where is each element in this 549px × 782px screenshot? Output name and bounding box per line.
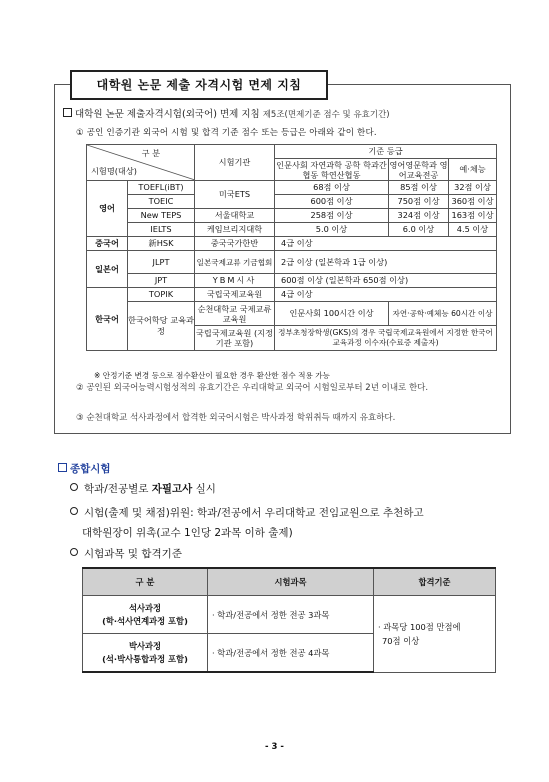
test-toeic: TOEIC	[128, 195, 195, 209]
test-jpt: JPT	[128, 274, 195, 288]
exam-row-masters: 석사과정 (학·석사연계과정 포함)	[83, 596, 208, 634]
toefl-eng: 85점 이상	[389, 181, 449, 195]
corner-top: 구 분	[141, 148, 160, 158]
topik-val: 4급 이상	[275, 288, 497, 302]
col-org: 시험기관	[195, 145, 275, 181]
teps-art: 163점 이상	[449, 209, 497, 223]
exam-col-category: 구 분	[83, 568, 208, 596]
col-art: 예·체능	[449, 159, 497, 181]
hsk-val: 4급 이상	[275, 237, 497, 251]
lang-chinese: 중국어	[87, 237, 128, 251]
org-hanban: 중국국가한반	[195, 237, 275, 251]
exam-col-subject: 시험과목	[208, 568, 374, 596]
course2-val: 정부초청장학생(GKS)의 경우 국립국제교육원에서 지정한 한국어 교육과정 이수자(수료증 제출자)	[275, 326, 497, 351]
exam-table	[82, 567, 496, 673]
note: ※ 안정기준 변경 등으로 점수환산이 필요한 경우 환산한 점수 적용 가능	[94, 371, 330, 380]
exam-doctoral-subject: · 학과/전공에서 정한 전공 4과목	[208, 634, 374, 673]
bullet-1: 학과/전공별로 자필고사 실시	[70, 481, 216, 496]
exam-col-criteria: 합격기준	[374, 568, 496, 596]
lang-korean: 한국어	[87, 288, 128, 351]
circle-bullet-icon	[70, 483, 78, 491]
course1-val2: 자연·공학·예체능 60시간 이상	[389, 302, 497, 326]
test-toefl: TOEFL(iBT)	[128, 181, 195, 195]
toeic-eng: 750점 이상	[389, 195, 449, 209]
corner-bottom: 시험명(대상)	[91, 166, 137, 176]
circle-bullet-icon	[70, 548, 78, 556]
org-jf: 일본국제교류 기금협회	[195, 251, 275, 274]
toefl-art: 32점 이상	[449, 181, 497, 195]
jlpt-val: 2급 이상 (일본학과 1급 이상)	[275, 251, 497, 274]
teps-hum: 258점 이상	[275, 209, 389, 223]
square-bullet-icon	[63, 108, 72, 117]
col-standard: 기준 등급	[275, 145, 497, 159]
org-niied: 국립국제교육원	[195, 288, 275, 302]
heading-ref: 제5조(면제기준 점수 및 유효기간)	[262, 110, 390, 120]
exam-masters-subject: · 학과/전공에서 정한 전공 3과목	[208, 596, 374, 634]
bullet-3: 시험과목 및 합격기준	[70, 546, 182, 561]
test-topik: TOPIK	[128, 288, 195, 302]
org-cambridge: 케임브리지대학	[195, 223, 275, 237]
org-snu: 서울대학교	[195, 209, 275, 223]
ielts-eng: 6.0 이상	[389, 223, 449, 237]
test-hsk: 新HSK	[128, 237, 195, 251]
org-ets: 미국ETS	[195, 181, 275, 209]
exemption-heading: 대학원 논문 제출자격시험(외국어) 면제 지침 제5조(면제기준 점수 및 유효기간)	[63, 106, 390, 120]
toefl-hum: 68점 이상	[275, 181, 389, 195]
item-3: ③ 순천대학교 석사과정에서 합격한 외국어시험은 박사과정 학위취득 때까지 유효하다.	[76, 413, 396, 423]
language-score-table	[86, 144, 497, 351]
course1-org: 순천대학교 국제교류교육원	[195, 302, 275, 326]
test-ielts: IELTS	[128, 223, 195, 237]
lang-japanese: 일본어	[87, 251, 128, 288]
toeic-art: 360점 이상	[449, 195, 497, 209]
item-1: ① 공인 인증기관 외국어 시험 및 합격 기준 점수 또는 등급은 아래와 같이 한다.	[76, 128, 377, 138]
circle-bullet-icon	[70, 507, 78, 515]
teps-eng: 324점 이상	[389, 209, 449, 223]
test-jlpt: JLPT	[128, 251, 195, 274]
exam-criteria: · 과목당 100점 만점에 70점 이상	[374, 596, 496, 673]
ielts-art: 4.5 이상	[449, 223, 497, 237]
item-2: ② 공인된 외국어능력시험성적의 유효기간은 우리대학교 외국어 시험일로부터 2년 이내로 한다.	[76, 383, 429, 393]
course2-org: 국립국제교육원 (지정기관 포함)	[195, 326, 275, 351]
bullet-2-line-2: 대학원장이 위촉(교수 1인당 2과목 이하 출제)	[82, 527, 293, 539]
page-number: - 3 -	[265, 742, 284, 752]
test-teps: New TEPS	[128, 209, 195, 223]
square-bullet-icon	[58, 463, 67, 472]
test-course: 한국어학당 교육과정	[128, 302, 195, 351]
bullet-2: 시험(출제 및 채점)위원: 학과/전공에서 우리대학교 전임교원으로 추천하고	[70, 505, 424, 520]
exam-row-doctoral: 박사과정 (석·박사통합과정 포함)	[83, 634, 208, 673]
lang-english: 영어	[87, 181, 128, 237]
comprehensive-exam-heading: 종합시험	[58, 461, 111, 476]
ielts-hum: 5.0 이상	[275, 223, 389, 237]
jpt-val: 600점 이상 (일본학과 650점 이상)	[275, 274, 497, 288]
table-corner	[87, 145, 195, 181]
course1-val1: 인문사회 100시간 이상	[275, 302, 389, 326]
toeic-hum: 600점 이상	[275, 195, 389, 209]
org-ybm: YBM시사	[195, 274, 275, 288]
col-eng: 영어영문학과 영어교육전공	[389, 159, 448, 180]
col-hum: 인문사회 자연과학 공학 학과간협동 학연산협동	[276, 159, 387, 180]
exemption-title: 대학원 논문 제출 자격시험 면제 지침	[70, 70, 328, 100]
